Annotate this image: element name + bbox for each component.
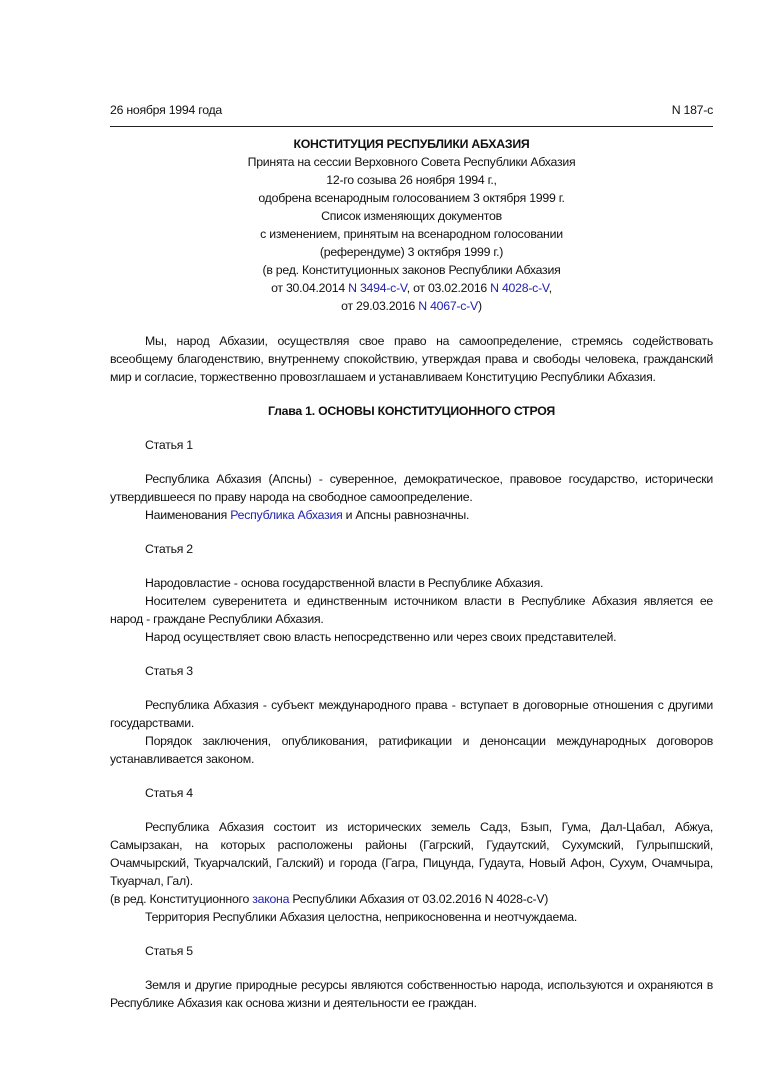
paragraph: Территория Республики Абхазия целостна, неприкосновенна и неотчуждаема. — [145, 910, 578, 924]
subtitle-line: с изменением, принятым на всенародном голосовании — [260, 227, 563, 241]
subtitle-line: (в ред. Конституционных законов Республики Абхазия — [262, 263, 561, 277]
article-title: Статья 4 — [145, 786, 193, 800]
text: , от 03.02.2016 — [406, 281, 491, 295]
text: , — [548, 281, 552, 295]
article-title: Статья 3 — [145, 664, 193, 678]
article-title: Статья 1 — [145, 438, 193, 452]
paragraph: Республика Абхазия - субъект международного права - вступает в договорные отношения с другими государствами. — [110, 698, 713, 730]
paragraph — [110, 506, 713, 524]
paragraph: Республика Абхазия состоит из исторических земель Садз, Бзып, Гума, Дал-Цабал, Абжуа, Самырзакан, на которых расположены районы (Гагрский, Гудаутский, Сухумский, Гулрыпшский, Очамчырский, Ткуарчалский, Галский) и города (Гагра, Пицунда, Гудаута, Новый Афон, Сухум, Очамчыра, Ткуарчал, Гал). — [110, 820, 713, 888]
text: от 30.04.2014 — [271, 281, 349, 295]
law-link-3494[interactable]: N 3494-с-V — [348, 281, 407, 295]
amendment-note — [110, 890, 713, 908]
header-date: 26 ноября 1994 года — [110, 103, 223, 117]
republic-link[interactable]: Республика Абхазия — [230, 508, 343, 522]
subtitle-line: Список изменяющих документов — [321, 209, 502, 223]
text: и Апсны равнозначны. — [342, 508, 470, 522]
text: ) — [477, 299, 482, 313]
paragraph: Порядок заключения, опубликования, ратификации и денонсации международных договоров устанавливается законом. — [110, 734, 713, 766]
chapter-heading: Глава 1. ОСНОВЫ КОНСТИТУЦИОННОГО СТРОЯ — [268, 404, 555, 418]
header-number: N 187-с — [671, 103, 713, 117]
preamble: Мы, народ Абхазии, осуществляя свое право на самоопределение, стремясь содействовать всеобщему благоденствию, внутреннему спокойствию, утверждая права и свободы человека, гражданский мир и согласие, торжественно провозглашаем и устанавливаем Конституцию Республики Абхазия. — [110, 334, 713, 384]
amendments-line — [110, 279, 713, 297]
law-link[interactable]: закона — [252, 892, 290, 906]
document-header — [110, 101, 713, 119]
document-title: КОНСТИТУЦИЯ РЕСПУБЛИКИ АБХАЗИЯ — [293, 137, 530, 151]
paragraph: Земля и другие природные ресурсы являются собственностью народа, используются и охраняются в Республике Абхазия как основа жизни и деятельности ее граждан. — [110, 978, 713, 1010]
text: Республики Абхазия от 03.02.2016 N 4028-с-V) — [289, 892, 549, 906]
paragraph: Народ осуществляет свою власть непосредственно или через своих представителей. — [145, 630, 617, 644]
article-title: Статья 5 — [145, 944, 193, 958]
law-link-4067[interactable]: N 4067-с-V — [418, 299, 478, 313]
text: Наименования — [145, 508, 231, 522]
article-title: Статья 2 — [145, 542, 193, 556]
text: (в ред. Конституционного — [110, 892, 253, 906]
subtitle-line: одобрена всенародным голосованием 3 октября 1999 г. — [258, 191, 565, 205]
text: от 29.03.2016 — [341, 299, 419, 313]
subtitle-line: (референдуме) 3 октября 1999 г.) — [319, 245, 504, 259]
subtitle-line: 12-го созыва 26 ноября 1994 г., — [326, 173, 497, 187]
paragraph: Народовластие - основа государственной власти в Республике Абхазия. — [145, 576, 544, 590]
paragraph: Носителем суверенитета и единственным источником власти в Республике Абхазия является ее народ - граждане Республики Абхазия. — [110, 594, 713, 626]
subtitle-line: Принята на сессии Верховного Совета Республики Абхазия — [247, 155, 576, 169]
law-link-4028[interactable]: N 4028-с-V — [490, 281, 549, 295]
document-page — [110, 101, 713, 1012]
header-divider — [110, 126, 713, 127]
amendments-line — [110, 297, 713, 315]
paragraph: Республика Абхазия (Апсны) - суверенное, демократическое, правовое государство, исторически утвердившееся по праву народа на свободное самоопределение. — [110, 472, 713, 504]
